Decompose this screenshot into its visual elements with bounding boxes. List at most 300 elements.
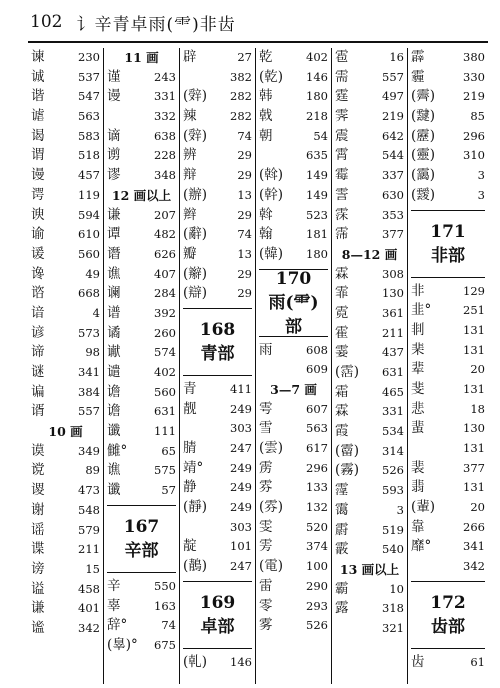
entry-page-number: 249	[230, 480, 252, 495]
index-entry	[259, 557, 328, 577]
stroke-count-heading: 8—12 画	[341, 246, 398, 262]
entry-character: 诚	[31, 68, 45, 85]
entry-page-number: 260	[154, 325, 176, 340]
index-entry	[259, 87, 328, 107]
index-entry	[107, 324, 176, 344]
entry-character: 谶	[107, 423, 121, 440]
index-entry	[335, 461, 404, 481]
index-entry	[411, 518, 485, 538]
entry-page-number: 3	[477, 168, 485, 183]
index-entry	[259, 400, 328, 420]
entry-page-number: 519	[382, 522, 404, 537]
index-entry	[259, 459, 328, 479]
entry-page-number: 361	[382, 305, 404, 320]
entry-character: 谮	[107, 245, 121, 262]
entry-page-number: 308	[382, 266, 404, 281]
index-entry	[107, 166, 176, 186]
index-entry	[31, 284, 100, 304]
entry-character: 霹	[411, 49, 425, 65]
index-entry	[335, 619, 404, 639]
entry-page-number: 163	[154, 598, 176, 613]
radical-name: 非部	[431, 245, 465, 266]
entry-page-number: 331	[154, 89, 176, 104]
entry-page-number: 534	[382, 424, 404, 439]
entry-page-number: 402	[154, 365, 176, 379]
index-entry	[335, 343, 404, 363]
index-entry	[183, 518, 252, 538]
index-entry	[411, 439, 485, 459]
entry-character: 霖	[335, 403, 349, 420]
entry-character: 靠	[411, 518, 425, 535]
entry-character: 悲	[411, 400, 425, 417]
index-entry	[259, 245, 328, 265]
entry-character: (靄)	[411, 167, 436, 184]
entry-character: 谩	[31, 167, 45, 184]
entry-character: 瓣	[183, 245, 197, 262]
index-entry	[259, 186, 328, 206]
entry-character: 谱	[107, 304, 121, 321]
entry-character: 谬	[107, 167, 121, 184]
entry-page-number: 523	[306, 207, 328, 222]
entry-character: 谰	[107, 285, 121, 302]
index-entry	[335, 284, 404, 304]
entry-character: (霑)	[335, 364, 360, 380]
entry-character: 霪	[335, 482, 349, 499]
entry-character: 辜	[107, 597, 121, 614]
index-entry	[31, 501, 100, 521]
entry-character: 谏	[31, 49, 45, 65]
entry-page-number: 13	[237, 246, 252, 261]
index-entry	[31, 324, 100, 344]
entry-page-number: 131	[463, 480, 485, 495]
entry-page-number: 131	[463, 441, 485, 455]
index-entry	[183, 166, 252, 186]
entry-character: (雰)	[259, 499, 284, 516]
index-entry	[335, 383, 404, 403]
entry-character: (幹)	[259, 186, 284, 203]
index-entry	[411, 87, 485, 107]
entry-character: 谢	[31, 501, 45, 518]
entry-page-number: 54	[313, 128, 328, 143]
entry-page-number: 130	[382, 286, 404, 301]
index-entry	[411, 341, 485, 361]
index-entry	[31, 540, 100, 560]
index-column	[104, 48, 180, 684]
index-entry	[183, 265, 252, 285]
entry-page-number: 29	[237, 207, 252, 222]
radical-section-heading	[411, 210, 485, 278]
entry-page-number: 465	[382, 384, 404, 399]
entry-page-number: 560	[154, 384, 176, 399]
index-entry	[259, 577, 328, 597]
entry-character: (電)	[259, 558, 284, 575]
index-entry	[335, 442, 404, 462]
index-column	[256, 48, 332, 684]
entry-character: 朝	[259, 127, 273, 144]
index-entry	[31, 186, 100, 206]
index-entry	[183, 284, 252, 304]
entry-character: 谣	[31, 521, 45, 538]
index-entry	[335, 225, 404, 245]
entry-character: 霍	[335, 324, 349, 341]
index-entry	[107, 68, 176, 88]
index-entry	[183, 537, 252, 557]
entry-character: 谠	[31, 462, 45, 479]
index-entry	[335, 402, 404, 422]
entry-page-number: 3	[477, 187, 485, 202]
index-entry	[259, 419, 328, 439]
entry-character: 韭°	[411, 302, 432, 319]
entry-page-number: 180	[306, 246, 328, 261]
entry-character: 静	[183, 479, 197, 496]
entry-character: 齿	[411, 653, 425, 670]
entry-page-number: 374	[306, 539, 328, 554]
entry-character: 辟	[183, 49, 197, 65]
entry-page-number: 377	[382, 227, 404, 242]
index-entry	[411, 107, 485, 127]
entry-character: 谒	[31, 127, 45, 144]
entry-character: 霁	[335, 108, 349, 125]
entry-character: (辭)	[183, 226, 208, 243]
entry-page-number: 243	[154, 69, 176, 84]
index-entry	[31, 146, 100, 166]
index-entry	[335, 107, 404, 127]
entry-character: 谴	[107, 364, 121, 380]
index-entry	[411, 68, 485, 88]
index-entry	[259, 478, 328, 498]
entry-page-number: 482	[154, 227, 176, 242]
entry-character: 雩	[259, 400, 273, 417]
index-entry	[183, 498, 252, 518]
entry-character: (霤)	[335, 442, 360, 459]
index-entry	[411, 321, 485, 341]
entry-page-number: 547	[78, 89, 100, 104]
entry-page-number: 518	[78, 148, 100, 163]
entry-page-number: 594	[78, 207, 100, 222]
entry-page-number: 608	[306, 342, 328, 357]
entry-character: 韩	[259, 88, 273, 105]
radical-section-heading	[107, 505, 176, 573]
radical-name: 雨(⻗)	[268, 292, 319, 313]
entry-page-number: 101	[230, 539, 252, 554]
entry-page-number: 631	[382, 365, 404, 379]
entry-character: 霂	[335, 206, 349, 223]
entry-character: 谘	[31, 285, 45, 302]
entry-page-number: 540	[382, 542, 404, 557]
entry-character: 雰	[259, 479, 273, 496]
index-entry	[259, 537, 328, 557]
entry-character: 霞	[335, 423, 349, 440]
index-entry	[335, 68, 404, 88]
entry-page-number: 382	[230, 69, 252, 84]
stroke-count-heading: 11 画	[124, 50, 159, 65]
index-entry	[31, 521, 100, 541]
entry-page-number: 557	[78, 404, 100, 419]
entry-page-number: 247	[230, 441, 252, 455]
index-entry	[107, 127, 176, 147]
entry-page-number: 4	[92, 305, 100, 320]
entry-page-number: 129	[463, 283, 485, 298]
index-entry	[31, 166, 100, 186]
entry-page-number: 29	[237, 266, 252, 281]
entry-page-number: 211	[382, 325, 404, 340]
entry-character: 霉	[335, 167, 349, 184]
entry-page-number: 617	[306, 441, 328, 455]
entry-page-number: 573	[78, 325, 100, 340]
index-entry	[107, 284, 176, 304]
index-entry	[183, 225, 252, 245]
entry-character: 雳	[259, 459, 273, 476]
entry-character: 谤	[31, 560, 45, 577]
index-entry	[411, 301, 485, 321]
entry-character: 棐	[411, 341, 425, 358]
index-column	[180, 48, 256, 684]
radical-section-heading	[411, 581, 485, 649]
index-entry	[183, 439, 252, 459]
entry-character: 剕	[411, 321, 425, 338]
index-entry	[335, 206, 404, 226]
entry-character: 谦	[107, 206, 121, 223]
entry-page-number: 437	[382, 345, 404, 360]
entry-page-number: 557	[382, 69, 404, 84]
entry-character: (霧)	[335, 462, 360, 479]
entry-character: 谩	[107, 88, 121, 105]
entry-page-number: 321	[382, 620, 404, 635]
entry-page-number: 642	[382, 128, 404, 143]
radical-section-heading	[183, 308, 252, 376]
entry-page-number: 563	[78, 109, 100, 124]
entry-page-number: 119	[78, 187, 100, 202]
index-entry	[411, 282, 485, 302]
entry-character: 谵	[107, 383, 121, 400]
entry-character: 斐	[411, 380, 425, 397]
entry-page-number: 293	[306, 598, 328, 613]
entry-character: 雯	[259, 518, 273, 535]
radical-number: 168	[199, 319, 236, 340]
entry-page-number: 341	[463, 539, 485, 554]
entry-page-number: 342	[78, 620, 100, 635]
radical-number: 167	[123, 516, 160, 537]
entry-page-number: 131	[463, 381, 485, 396]
index-entry	[335, 363, 404, 383]
index-entry	[107, 577, 176, 597]
entry-page-number: 314	[382, 443, 404, 458]
entry-character: 谗	[31, 265, 45, 282]
entry-character: 乾	[259, 49, 273, 65]
index-entry	[259, 498, 328, 518]
index-entry	[107, 616, 176, 636]
entry-character: 谭	[107, 226, 121, 243]
radical-name: 辛部	[124, 540, 159, 561]
entry-character: 霄	[335, 147, 349, 164]
entry-character: 靖°	[183, 459, 204, 476]
entry-page-number: 537	[78, 69, 100, 84]
entry-character: 霖	[335, 265, 349, 282]
index-entry	[411, 419, 485, 439]
entry-character: 谳	[107, 344, 121, 361]
index-entry	[107, 481, 176, 501]
page-header	[0, 0, 500, 44]
entry-page-number: 520	[306, 519, 328, 534]
entry-character: 翡	[411, 479, 425, 496]
index-entry	[259, 146, 328, 166]
entry-page-number: 544	[382, 148, 404, 163]
entry-page-number: 407	[154, 266, 176, 281]
entry-page-number: 290	[306, 578, 328, 593]
entry-character: 蜚	[411, 420, 425, 437]
entry-page-number: 266	[463, 519, 485, 534]
entry-page-number: 282	[230, 109, 252, 124]
entry-character: (輩)	[411, 499, 436, 516]
entry-page-number: 29	[237, 148, 252, 163]
entry-page-number: 411	[230, 381, 252, 396]
entry-page-number: 249	[230, 460, 252, 475]
index-entry	[107, 597, 176, 617]
index-entry	[31, 560, 100, 580]
entry-character: 谲	[107, 324, 121, 341]
entry-page-number: 85	[470, 109, 485, 124]
index-entry	[31, 580, 100, 600]
entry-page-number: 146	[230, 654, 252, 669]
entry-character: 辛	[107, 577, 121, 594]
index-entry	[183, 186, 252, 206]
entry-character: 谶	[107, 482, 121, 499]
radical-number: 172	[430, 592, 466, 613]
entry-page-number: 609	[306, 362, 328, 377]
entry-page-number: 560	[78, 246, 100, 261]
index-entry	[259, 48, 328, 68]
index-entry	[335, 87, 404, 107]
entry-character: 谧	[31, 619, 45, 636]
entry-character: 霰	[335, 541, 349, 558]
index-entry	[259, 360, 328, 380]
index-entry	[335, 146, 404, 166]
entry-page-number: 132	[306, 500, 328, 515]
entry-page-number: 593	[382, 483, 404, 498]
index-entry	[31, 343, 100, 363]
entry-character: 霜	[335, 383, 349, 400]
entry-character: 靓	[183, 400, 197, 417]
index-entry	[107, 422, 176, 442]
entry-character: (靈)	[411, 147, 436, 164]
index-entry	[183, 206, 252, 226]
entry-page-number: 65	[161, 443, 176, 458]
entry-character: (辤)	[183, 88, 208, 105]
entry-page-number: 282	[230, 89, 252, 104]
index-entry	[107, 363, 176, 383]
index-entry	[335, 501, 404, 521]
radical-number: 170	[275, 268, 312, 289]
entry-page-number: 497	[382, 89, 404, 104]
entry-page-number: 341	[78, 365, 100, 379]
index-entry	[31, 304, 100, 324]
entry-character: (鶄)	[183, 558, 208, 575]
index-entry	[31, 48, 100, 68]
entry-character: 青	[183, 380, 197, 397]
entry-page-number: 49	[85, 266, 100, 281]
index-entry	[411, 537, 485, 557]
entry-character: (辦)	[183, 186, 208, 203]
entry-character: 霭	[335, 501, 349, 518]
entry-character: (雲)	[259, 440, 284, 456]
entry-page-number: 296	[463, 128, 485, 143]
index-entry	[107, 146, 176, 166]
entry-page-number: 626	[154, 246, 176, 261]
entry-page-number: 74	[161, 618, 176, 633]
index-entry	[259, 166, 328, 186]
entry-character: 霸	[335, 580, 349, 597]
entry-character: 谀	[31, 206, 45, 223]
entry-page-number: 303	[230, 421, 252, 436]
index-entry	[31, 599, 100, 619]
entry-character: (霽)	[411, 88, 436, 105]
entry-character: 谵	[107, 403, 121, 420]
index-entry	[31, 225, 100, 245]
index-entry	[31, 265, 100, 285]
stroke-count-heading: 12 画以上	[111, 187, 172, 203]
entry-page-number: 29	[237, 286, 252, 301]
entry-page-number: 218	[306, 109, 328, 124]
entry-character: 谦	[31, 600, 45, 617]
index-entry	[31, 619, 100, 639]
entry-page-number: 458	[78, 581, 100, 596]
index-entry	[259, 439, 328, 459]
index-entry	[31, 206, 100, 226]
entry-page-number: 638	[154, 128, 176, 143]
entry-page-number: 133	[306, 480, 328, 495]
index-entry	[335, 304, 404, 324]
index-entry	[31, 107, 100, 127]
entry-character: (韓)	[259, 245, 284, 262]
entry-character: 谪	[107, 127, 121, 144]
index-entry	[107, 304, 176, 324]
index-entry	[31, 461, 100, 481]
entry-page-number: 131	[463, 322, 485, 337]
entry-page-number: 13	[237, 187, 252, 202]
stroke-count-heading: 3—7 画	[270, 381, 317, 397]
entry-page-number: 219	[463, 89, 485, 104]
entry-page-number: 247	[230, 559, 252, 574]
index-entry	[31, 127, 100, 147]
index-entry	[259, 225, 328, 245]
entry-character: 辞°	[107, 617, 128, 634]
radical-name: 卓部	[200, 616, 235, 637]
entry-character: 戟	[259, 108, 273, 125]
index-entry	[259, 107, 328, 127]
index-column	[28, 48, 104, 684]
index-entry	[183, 87, 252, 107]
entry-page-number: 130	[463, 421, 485, 436]
index-entry	[411, 498, 485, 518]
entry-character: 谕	[31, 226, 45, 243]
index-entry	[411, 653, 485, 673]
index-entry	[411, 557, 485, 577]
index-entry	[107, 402, 176, 422]
entry-page-number: 211	[78, 542, 100, 557]
entry-character: (辠)°	[107, 636, 138, 653]
entry-page-number: 61	[470, 654, 485, 669]
index-entry	[107, 245, 176, 265]
entry-page-number: 74	[237, 128, 252, 143]
index-entry	[183, 68, 252, 88]
index-entry	[411, 186, 485, 206]
entry-character: 谨	[107, 68, 121, 85]
entry-character: 谚	[31, 324, 45, 341]
entry-page-number: 457	[78, 168, 100, 183]
radical-name: 青部	[200, 343, 235, 364]
entry-page-number: 380	[463, 50, 485, 64]
entry-character: 谝	[31, 383, 45, 400]
